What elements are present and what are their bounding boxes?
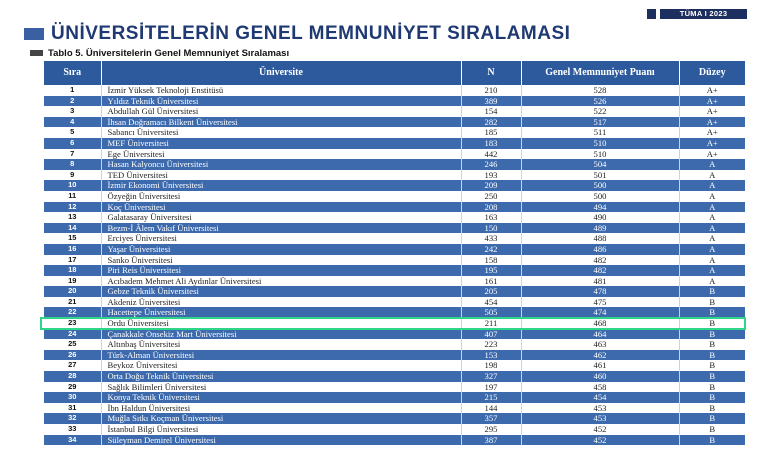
n-cell: 357: [461, 413, 521, 424]
table-row: [44, 350, 745, 361]
column-header-rank: Sıra: [44, 61, 101, 85]
n-cell: 158: [461, 255, 521, 266]
level-cell: A+: [679, 138, 745, 149]
score-cell: 478: [521, 286, 679, 297]
level-cell: B: [679, 307, 745, 318]
n-cell: 197: [461, 382, 521, 393]
table-row: [44, 286, 745, 297]
university-cell: Abdullah Gül Üniversitesi: [101, 106, 461, 117]
table-row: [44, 318, 745, 329]
table-row: [44, 382, 745, 393]
n-cell: 150: [461, 223, 521, 234]
table-row: [44, 96, 745, 107]
table-row: [44, 85, 745, 96]
level-cell: A+: [679, 149, 745, 160]
level-cell: A: [679, 159, 745, 170]
score-cell: 489: [521, 223, 679, 234]
table-row: [44, 180, 745, 191]
table-row: [44, 223, 745, 234]
level-cell: A+: [679, 106, 745, 117]
score-cell: 511: [521, 127, 679, 138]
table-row: [44, 329, 745, 340]
table-row: [44, 202, 745, 213]
table-row: [44, 233, 745, 244]
university-cell: Konya Teknik Üniversitesi: [101, 392, 461, 403]
rank-cell: 3: [44, 106, 101, 117]
rank-cell: 33: [44, 424, 101, 435]
table-row: [44, 170, 745, 181]
level-cell: B: [679, 286, 745, 297]
table-row: [44, 413, 745, 424]
n-cell: 208: [461, 202, 521, 213]
n-cell: 211: [461, 318, 521, 329]
score-cell: 526: [521, 96, 679, 107]
rank-cell: 11: [44, 191, 101, 202]
rank-cell: 8: [44, 159, 101, 170]
score-cell: 475: [521, 297, 679, 308]
score-cell: 452: [521, 424, 679, 435]
university-cell: TED Üniversitesi: [101, 170, 461, 181]
university-cell: İbn Haldun Üniversitesi: [101, 403, 461, 414]
level-cell: B: [679, 329, 745, 340]
university-cell: Orta Doğu Teknik Üniversitesi: [101, 371, 461, 382]
badge-accent-bar: [647, 9, 656, 19]
level-cell: B: [679, 297, 745, 308]
score-cell: 453: [521, 413, 679, 424]
rank-cell: 21: [44, 297, 101, 308]
score-cell: 494: [521, 202, 679, 213]
level-cell: A: [679, 255, 745, 266]
table-row: [44, 424, 745, 435]
n-cell: 387: [461, 435, 521, 446]
level-cell: B: [679, 403, 745, 414]
rank-cell: 18: [44, 265, 101, 276]
page-title: ÜNİVERSİTELERİN GENEL MEMNUNİYET SIRALAMASI: [51, 23, 571, 44]
level-cell: A: [679, 170, 745, 181]
rank-cell: 29: [44, 382, 101, 393]
column-header-level: Düzey: [679, 61, 745, 85]
n-cell: 198: [461, 360, 521, 371]
n-cell: 193: [461, 170, 521, 181]
score-cell: 490: [521, 212, 679, 223]
n-cell: 295: [461, 424, 521, 435]
table-row: [44, 360, 745, 371]
rank-cell: 30: [44, 392, 101, 403]
level-cell: B: [679, 339, 745, 350]
level-cell: A: [679, 202, 745, 213]
n-cell: 282: [461, 117, 521, 128]
column-header-score: Genel Memnuniyet Puanı: [521, 61, 679, 85]
score-cell: 501: [521, 170, 679, 181]
table-row: [44, 276, 745, 287]
table-row: [44, 212, 745, 223]
level-cell: A: [679, 180, 745, 191]
table-row: [44, 371, 745, 382]
rank-cell: 7: [44, 149, 101, 160]
n-cell: 154: [461, 106, 521, 117]
rank-cell: 4: [44, 117, 101, 128]
score-cell: 452: [521, 435, 679, 446]
score-cell: 504: [521, 159, 679, 170]
score-cell: 486: [521, 244, 679, 255]
table-row: [44, 244, 745, 255]
score-cell: 522: [521, 106, 679, 117]
table-row: [44, 392, 745, 403]
n-cell: 153: [461, 350, 521, 361]
n-cell: 185: [461, 127, 521, 138]
rank-cell: 20: [44, 286, 101, 297]
rank-cell: 16: [44, 244, 101, 255]
table-row: [44, 255, 745, 266]
level-cell: A+: [679, 127, 745, 138]
score-cell: 461: [521, 360, 679, 371]
level-cell: A: [679, 265, 745, 276]
level-cell: B: [679, 350, 745, 361]
n-cell: 246: [461, 159, 521, 170]
table-row: [44, 191, 745, 202]
score-cell: 528: [521, 85, 679, 96]
rank-cell: 12: [44, 202, 101, 213]
table-row: [44, 307, 745, 318]
n-cell: 433: [461, 233, 521, 244]
rank-cell: 23: [44, 318, 101, 329]
rank-cell: 14: [44, 223, 101, 234]
n-cell: 442: [461, 149, 521, 160]
badge-label: TÜMA I 2023: [660, 9, 747, 19]
n-cell: 242: [461, 244, 521, 255]
rank-cell: 22: [44, 307, 101, 318]
score-cell: 500: [521, 180, 679, 191]
level-cell: A: [679, 212, 745, 223]
score-cell: 500: [521, 191, 679, 202]
table-header-row: [44, 61, 745, 85]
level-cell: B: [679, 382, 745, 393]
university-cell: Sağlık Bilimleri Üniversitesi: [101, 382, 461, 393]
university-cell: Erciyes Üniversitesi: [101, 233, 461, 244]
table-row: [44, 117, 745, 128]
level-cell: A: [679, 244, 745, 255]
score-cell: 462: [521, 350, 679, 361]
score-cell: 510: [521, 138, 679, 149]
n-cell: 144: [461, 403, 521, 414]
table-row: [44, 159, 745, 170]
score-cell: 454: [521, 392, 679, 403]
rank-cell: 13: [44, 212, 101, 223]
rank-cell: 1: [44, 85, 101, 96]
score-cell: 463: [521, 339, 679, 350]
level-cell: A: [679, 191, 745, 202]
score-cell: 468: [521, 318, 679, 329]
university-cell: İzmir Ekonomi Üniversitesi: [101, 180, 461, 191]
n-cell: 161: [461, 276, 521, 287]
rank-cell: 24: [44, 329, 101, 340]
table-row: [44, 435, 745, 446]
score-cell: 510: [521, 149, 679, 160]
score-cell: 464: [521, 329, 679, 340]
university-cell: Sanko Üniversitesi: [101, 255, 461, 266]
level-cell: A+: [679, 96, 745, 107]
university-cell: Koç Üniversitesi: [101, 202, 461, 213]
table-row: [44, 149, 745, 160]
rank-cell: 19: [44, 276, 101, 287]
table-row: [44, 138, 745, 149]
university-cell: Çanakkale Onsekiz Mart Üniversitesi: [101, 329, 461, 340]
n-cell: 250: [461, 191, 521, 202]
university-cell: Acıbadem Mehmet Ali Aydınlar Üniversitesi: [101, 276, 461, 287]
caption-marker: [30, 50, 43, 56]
level-cell: A+: [679, 85, 745, 96]
rank-cell: 2: [44, 96, 101, 107]
table-caption: Tablo 5. Üniversitelerin Genel Memnuniyet Sıralaması: [48, 47, 290, 59]
rank-cell: 5: [44, 127, 101, 138]
level-cell: A: [679, 276, 745, 287]
university-cell: İzmir Yüksek Teknoloji Enstitüsü: [101, 85, 461, 96]
page-heading: [24, 23, 752, 45]
n-cell: 407: [461, 329, 521, 340]
n-cell: 205: [461, 286, 521, 297]
university-cell: Galatasaray Üniversitesi: [101, 212, 461, 223]
rank-cell: 25: [44, 339, 101, 350]
column-header-university: Üniversite: [101, 61, 461, 85]
column-header-n: N: [461, 61, 521, 85]
university-cell: Ordu Üniversitesi: [101, 318, 461, 329]
university-cell: Gebze Teknik Üniversitesi: [101, 286, 461, 297]
level-cell: B: [679, 424, 745, 435]
university-cell: Yaşar Üniversitesi: [101, 244, 461, 255]
university-cell: Özyeğin Üniversitesi: [101, 191, 461, 202]
rank-cell: 9: [44, 170, 101, 181]
score-cell: 458: [521, 382, 679, 393]
score-cell: 482: [521, 265, 679, 276]
score-cell: 460: [521, 371, 679, 382]
rank-cell: 27: [44, 360, 101, 371]
table-caption-row: [30, 47, 289, 59]
university-cell: Süleyman Demirel Üniversitesi: [101, 435, 461, 446]
heading-marker: [24, 28, 44, 40]
university-cell: Sabancı Üniversitesi: [101, 127, 461, 138]
university-cell: Ege Üniversitesi: [101, 149, 461, 160]
university-cell: İhsan Doğramacı Bilkent Üniversitesi: [101, 117, 461, 128]
score-cell: 482: [521, 255, 679, 266]
n-cell: 505: [461, 307, 521, 318]
level-cell: A+: [679, 117, 745, 128]
rank-cell: 32: [44, 413, 101, 424]
level-cell: B: [679, 318, 745, 329]
level-cell: B: [679, 435, 745, 446]
table-row: [44, 265, 745, 276]
university-cell: Türk-Alman Üniversitesi: [101, 350, 461, 361]
level-cell: A: [679, 223, 745, 234]
table-row: [44, 106, 745, 117]
university-cell: İstanbul Bilgi Üniversitesi: [101, 424, 461, 435]
university-cell: Hacettepe Üniversitesi: [101, 307, 461, 318]
n-cell: 223: [461, 339, 521, 350]
rank-cell: 15: [44, 233, 101, 244]
score-cell: 453: [521, 403, 679, 414]
score-cell: 474: [521, 307, 679, 318]
university-cell: Akdeniz Üniversitesi: [101, 297, 461, 308]
score-cell: 517: [521, 117, 679, 128]
university-cell: MEF Üniversitesi: [101, 138, 461, 149]
n-cell: 454: [461, 297, 521, 308]
level-cell: B: [679, 392, 745, 403]
university-cell: Muğla Sıtkı Koçman Üniversitesi: [101, 413, 461, 424]
level-cell: A: [679, 233, 745, 244]
rank-cell: 31: [44, 403, 101, 414]
level-cell: B: [679, 360, 745, 371]
n-cell: 389: [461, 96, 521, 107]
rank-cell: 10: [44, 180, 101, 191]
university-cell: Beykoz Üniversitesi: [101, 360, 461, 371]
score-cell: 481: [521, 276, 679, 287]
table-body: [44, 85, 745, 445]
table-row: [44, 339, 745, 350]
university-cell: Hasan Kalyoncu Üniversitesi: [101, 159, 461, 170]
rank-cell: 26: [44, 350, 101, 361]
rank-cell: 6: [44, 138, 101, 149]
level-cell: B: [679, 413, 745, 424]
table-row: [44, 403, 745, 414]
n-cell: 215: [461, 392, 521, 403]
n-cell: 163: [461, 212, 521, 223]
n-cell: 210: [461, 85, 521, 96]
n-cell: 327: [461, 371, 521, 382]
rank-cell: 28: [44, 371, 101, 382]
table-row: [44, 297, 745, 308]
n-cell: 195: [461, 265, 521, 276]
rank-cell: 17: [44, 255, 101, 266]
university-cell: Bezm-İ Âlem Vakıf Üniversitesi: [101, 223, 461, 234]
level-cell: B: [679, 371, 745, 382]
n-cell: 183: [461, 138, 521, 149]
satisfaction-ranking-table: [44, 61, 745, 445]
n-cell: 209: [461, 180, 521, 191]
university-cell: Yıldız Teknik Üniversitesi: [101, 96, 461, 107]
score-cell: 488: [521, 233, 679, 244]
rank-cell: 34: [44, 435, 101, 446]
university-cell: Piri Reis Üniversitesi: [101, 265, 461, 276]
table-row: [44, 127, 745, 138]
report-badge: [647, 9, 747, 19]
university-cell: Altınbaş Üniversitesi: [101, 339, 461, 350]
